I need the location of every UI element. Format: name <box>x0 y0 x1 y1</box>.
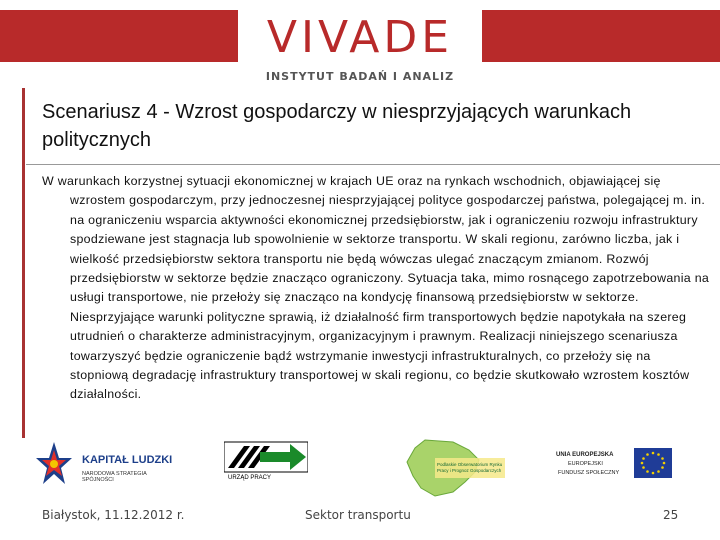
title-accent-bar <box>22 88 25 438</box>
slide-title: Scenariusz 4 - Wzrost gospodarczy w niesprzyjających warunkach politycznych <box>42 101 632 151</box>
eu-flag-icon <box>634 448 672 478</box>
footer-date: Białystok, 11.12.2012 r. <box>42 508 185 522</box>
eu-line1: UNIA EUROPEJSKA <box>556 452 614 458</box>
urzad-pracy-label: URZĄD PRACY <box>228 475 272 481</box>
page-number: 25 <box>663 508 679 522</box>
podlaskie-observatory-label: Podlaskie Obserwatorium Rynku Pracy i Prognoz Gospodarczych <box>437 462 503 473</box>
podlaskie-observatory-logo <box>395 438 505 498</box>
institute-subtitle: INSTYTUT BADAŃ I ANALIZ <box>265 70 455 83</box>
slide-body-text: W warunkach korzystnej sytuacji ekonomicznej w krajach UE oraz na rynkach wschodnich, objawiającej się wzrostem gospodarczym, przy jednoczesnej niesprzyjającej polityce gospodarczej państwa, polegającej m. in. na ograniczeniu wsparcia aktywności ekonomicznej przedsiębiorstw, jak i ograniczeniu rozwoju infrastruktury spodziewane jest stagnacja lub spowolnienie w sektorze transportu. W skali regionu, zarówno liczba, jak i wielkość przedsiębiorstw sektora transportu nie będą wówczas ulegać znaczącym zmianom. Rozwój przedsiębiorstw w sektorze będzie znacząco ograniczony. Sytuacja taka, mimo rosnącego zapotrzebowania na usługi transportowe, nie przełoży się znacząco na kondycję finansową przedsiębiorstw w sektorze. Niesprzyjające warunki polityczne sprawią, iż działalność firm transportowych będzie napotykała na szereg utrudnień o charakterze administracyjnym, organizacyjnym i prawnym. Realizacji niniejszego scenariusza towarzyszyć będzie ograniczenie bądź wstrzymanie inwestycji infrastrukturalnych, co przełoży się na stopniową degradację infrastruktury transportowej w skali regionu, co będzie skutkowało wzrostem kosztów działalności. <box>42 174 710 402</box>
title-divider <box>26 164 720 165</box>
kapital-ludzki-star-icon <box>34 440 74 488</box>
urzad-pracy-arrow-icon <box>224 440 308 474</box>
eu-line2: EUROPEJSKI <box>568 461 603 467</box>
kapital-ludzki-sub: NARODOWA STRATEGIA SPÓJNOŚCI <box>82 471 147 483</box>
eu-line3: FUNDUSZ SPOŁECZNY <box>558 470 620 476</box>
eu-fund-logo <box>548 444 676 484</box>
urzad-pracy-logo <box>224 440 308 486</box>
footer-section: Sektor transportu <box>305 508 411 522</box>
kapital-ludzki-name: KAPITAŁ LUDZKI <box>82 454 173 466</box>
header-top-strip <box>0 0 720 10</box>
kapital-ludzki-logo <box>34 440 179 488</box>
vivade-logo: VIVADE <box>266 12 454 63</box>
